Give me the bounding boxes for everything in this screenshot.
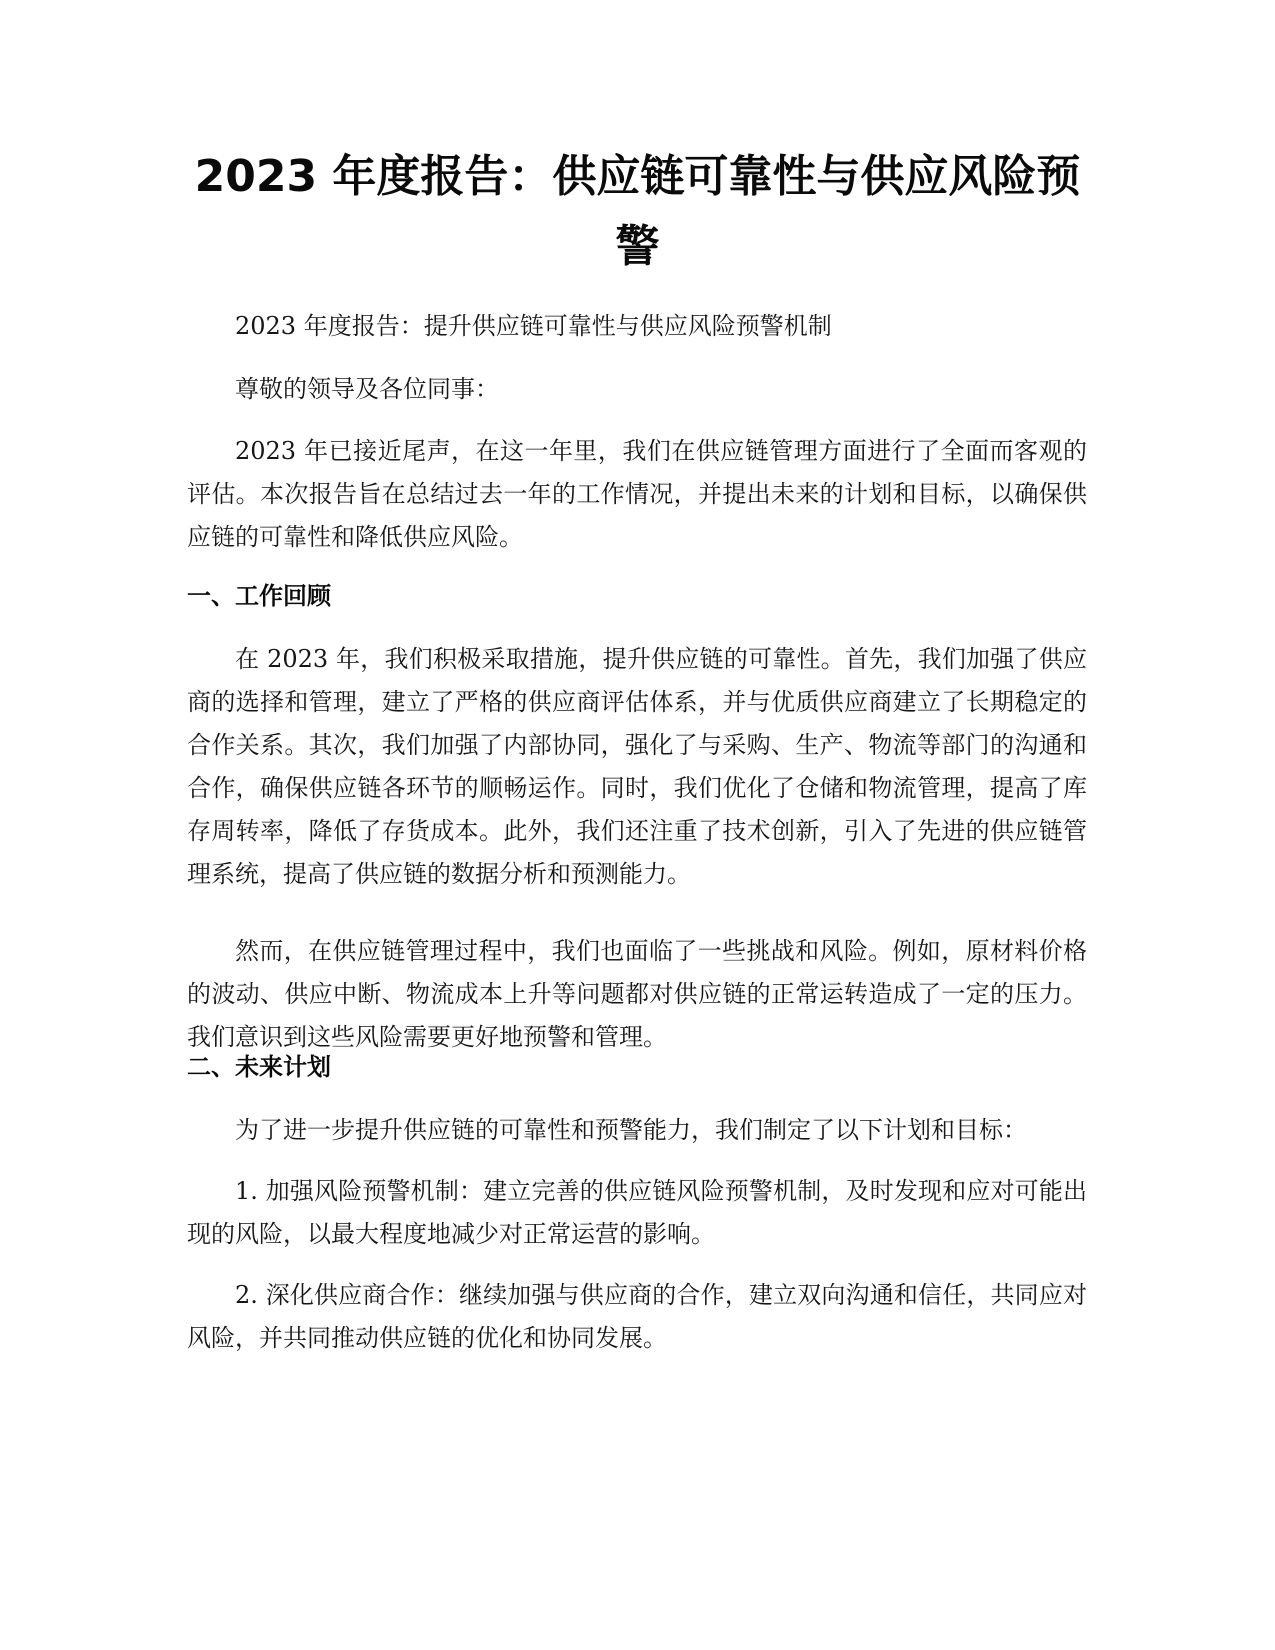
- review-paragraph-1: 在 2023 年，我们积极采取措施，提升供应链的可靠性。首先，我们加强了供应商的选择和管理，建立了严格的供应商评估体系，并与优质供应商建立了长期稳定的合作关系。其次，我们加强了内部协同，强化了与采购、生产、物流等部门的沟通和合作，确保供应链各环节的顺畅运作。同时，我们优化了仓储和物流管理，提高了库存周转率，降低了存货成本。此外，我们还注重了技术创新，引入了先进的供应链管理系统，提高了供应链的数据分析和预测能力。: [187, 645, 1087, 888]
- plan-item-2: 2. 深化供应商合作：继续加强与供应商的合作，建立双向沟通和信任，共同应对风险，并共同推动供应链的优化和协同发展。: [187, 1281, 1087, 1352]
- intro-paragraph: 2023 年已接近尾声，在这一年里，我们在供应链管理方面进行了全面而客观的评估。本次报告旨在总结过去一年的工作情况，并提出未来的计划和目标，以确保供应链的可靠性和降低供应风险。: [187, 437, 1087, 551]
- subtitle-block: [187, 305, 1087, 348]
- section-heading-review: 一、工作回顾: [187, 582, 331, 610]
- plan-item-1-block: [187, 1170, 1087, 1256]
- plan-intro-paragraph: 为了进一步提升供应链的可靠性和预警能力，我们制定了以下计划和目标：: [235, 1116, 1027, 1144]
- review-paragraph-2: 然而，在供应链管理过程中，我们也面临了一些挑战和风险。例如，原材料价格的波动、供应中断、物流成本上升等问题都对供应链的正常运转造成了一定的压力。我们意识到这些风险需要更好地预警和管理。: [187, 937, 1087, 1051]
- challenge-paragraph-block: [187, 930, 1087, 1059]
- plan-intro-block: [187, 1109, 1087, 1152]
- plan-item-1: 1. 加强风险预警机制：建立完善的供应链风险预警机制，及时发现和应对可能出现的风险，以最大程度地减少对正常运营的影响。: [187, 1177, 1087, 1248]
- intro-block: [187, 430, 1087, 559]
- salutation: 尊敬的领导及各位同事：: [235, 375, 499, 403]
- section-heading-plan: 二、未来计划: [187, 1053, 331, 1081]
- document-title: 2023 年度报告：供应链可靠性与供应风险预警: [194, 151, 1081, 272]
- salutation-block: [187, 368, 1087, 411]
- document-subtitle: 2023 年度报告：提升供应链可靠性与供应风险预警机制: [235, 312, 832, 340]
- review-paragraph-block: [187, 638, 1087, 896]
- plan-item-2-block: [187, 1274, 1087, 1360]
